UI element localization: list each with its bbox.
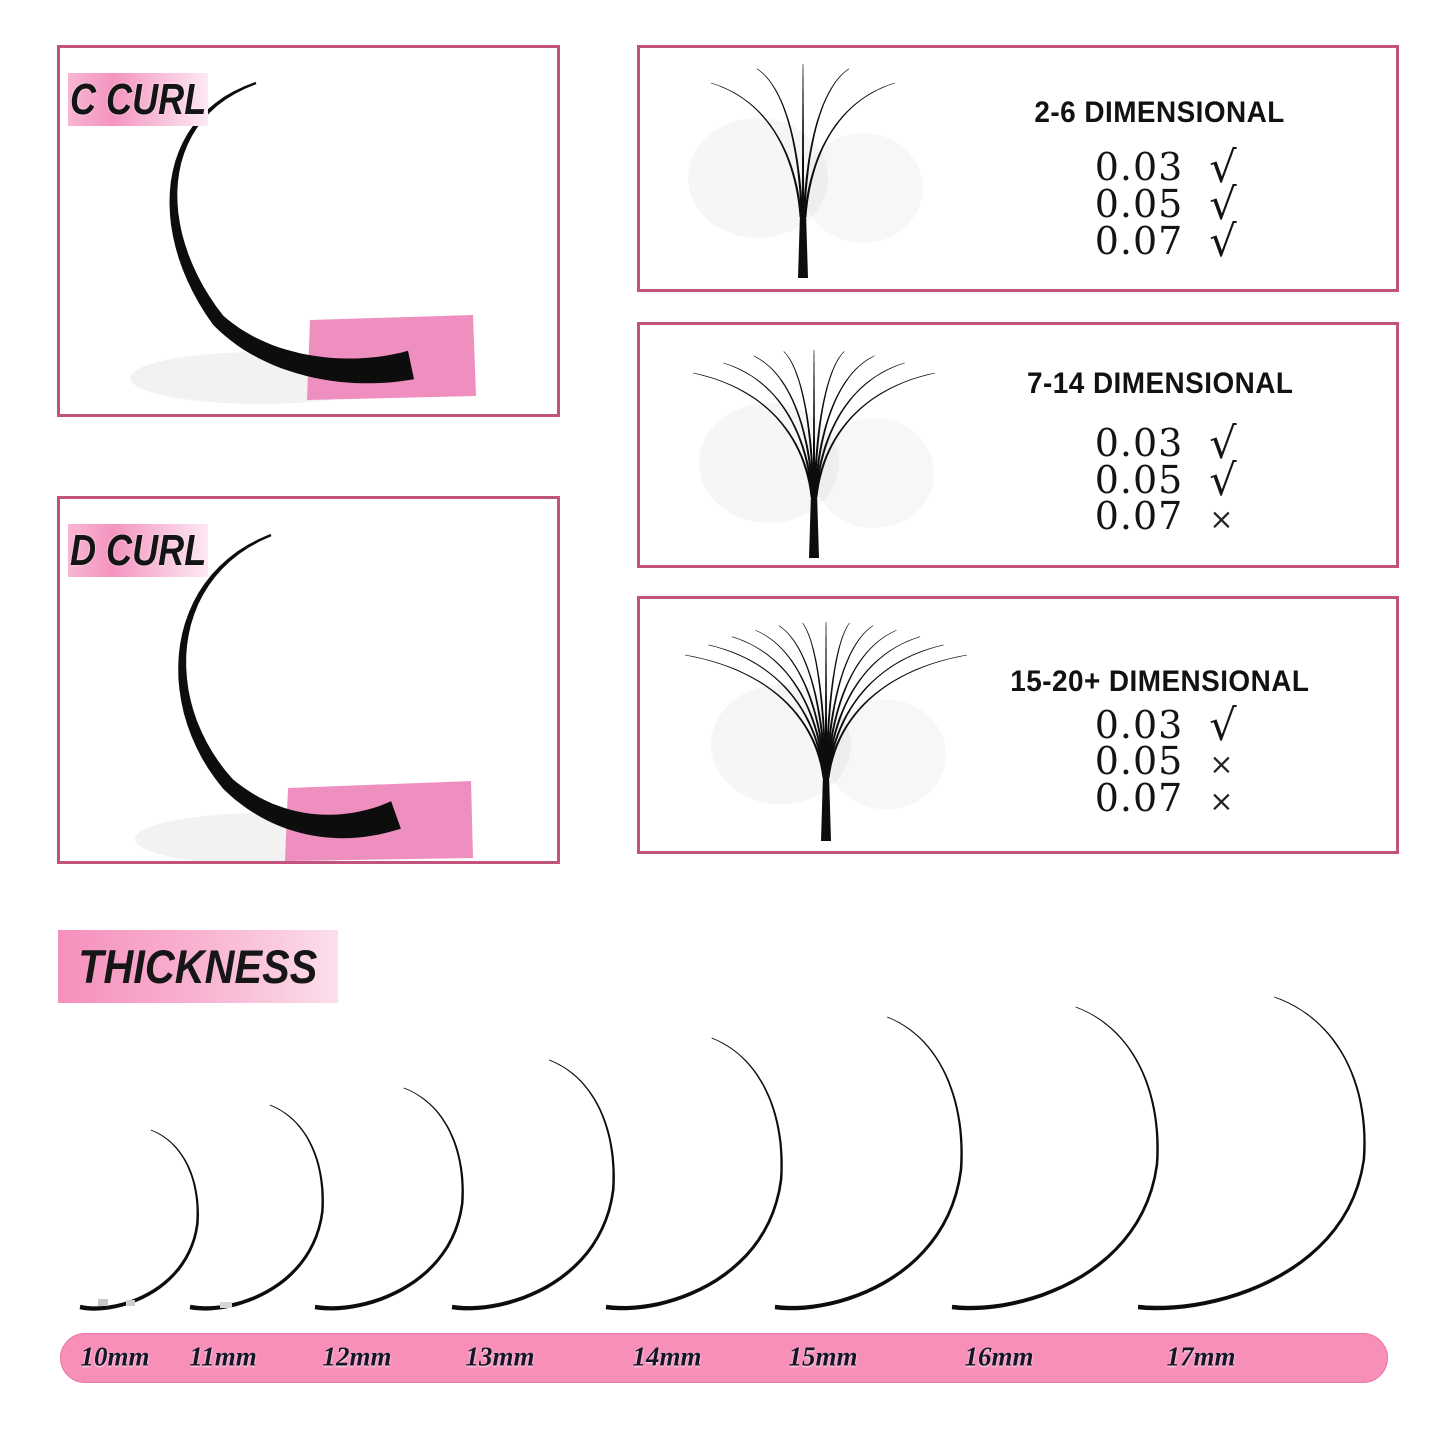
length-label: 17mm xyxy=(1166,1341,1236,1372)
lash-curve xyxy=(190,1105,324,1311)
thickness-heading-text: THICKNESS xyxy=(78,940,318,993)
spec-row xyxy=(1040,776,1320,820)
spec-row xyxy=(1040,739,1320,783)
thickness-curves xyxy=(0,980,1445,1345)
length-label: 11mm xyxy=(189,1341,257,1372)
spec-row xyxy=(1040,419,1320,469)
spec-rows xyxy=(1040,419,1320,538)
spec-rows xyxy=(1040,701,1320,820)
check-icon: √ xyxy=(1209,143,1237,193)
length-bar xyxy=(60,1333,1388,1383)
thickness-value: 0.05 xyxy=(1094,739,1184,783)
glue-dot-artifact xyxy=(126,1300,135,1306)
thickness-value: 0.03 xyxy=(1094,421,1184,465)
lash-curve xyxy=(315,1088,464,1311)
spec-row xyxy=(1040,701,1320,751)
dimension-title xyxy=(960,96,1360,130)
lash-curve xyxy=(80,1130,199,1311)
glue-dot-artifact xyxy=(220,1302,232,1308)
lash-curve xyxy=(952,1007,1159,1311)
dimension-title-text: 7-14 DIMENSIONAL xyxy=(1026,367,1294,400)
length-label: 15mm xyxy=(788,1341,858,1372)
thickness-value: 0.07 xyxy=(1094,219,1184,263)
thickness-value: 0.07 xyxy=(1094,776,1184,820)
length-label: 16mm xyxy=(964,1341,1034,1372)
thickness-value: 0.03 xyxy=(1094,703,1184,747)
spec-row xyxy=(1040,143,1320,193)
dimension-card-7-14 xyxy=(637,322,1399,568)
spec-row xyxy=(1040,217,1320,267)
c-curl-label xyxy=(68,73,208,126)
lash-curve xyxy=(1138,997,1366,1311)
thickness-value: 0.07 xyxy=(1094,494,1184,538)
length-label: 14mm xyxy=(632,1341,702,1372)
thickness-value: 0.05 xyxy=(1094,458,1184,502)
length-label: 13mm xyxy=(465,1341,535,1372)
dimension-card-15-20 xyxy=(637,596,1399,854)
dimension-title-text: 2-6 DIMENSIONAL xyxy=(1034,96,1286,129)
c-curl-label-text: C CURL xyxy=(69,74,207,124)
cross-icon: × xyxy=(1209,747,1234,781)
cross-icon: × xyxy=(1209,502,1234,536)
lash-curve xyxy=(452,1060,615,1311)
check-icon: √ xyxy=(1209,701,1237,751)
spec-rows xyxy=(1040,143,1320,267)
thickness-value: 0.03 xyxy=(1094,145,1184,189)
check-icon: √ xyxy=(1209,180,1237,230)
photo-smudge xyxy=(826,700,946,810)
c-curl-card xyxy=(57,45,560,417)
fan-lash xyxy=(802,64,804,217)
dimension-title-text: 15-20+ DIMENSIONAL xyxy=(1010,665,1310,698)
dimension-title xyxy=(960,367,1360,401)
length-label: 10mm xyxy=(80,1341,150,1372)
lash-curve xyxy=(775,1017,963,1311)
check-icon: √ xyxy=(1209,456,1237,506)
check-icon: √ xyxy=(1209,217,1237,267)
length-label: 12mm xyxy=(322,1341,392,1372)
spec-row xyxy=(1040,456,1320,506)
d-curl-card xyxy=(57,496,560,864)
cross-icon: × xyxy=(1209,784,1234,818)
dimension-card-2-6 xyxy=(637,45,1399,292)
photo-smudge xyxy=(814,418,934,528)
check-icon: √ xyxy=(1209,419,1237,469)
dimension-title xyxy=(960,665,1360,699)
thickness-value: 0.05 xyxy=(1094,182,1184,226)
lash-curve xyxy=(606,1038,783,1311)
glue-dot-artifact xyxy=(98,1299,108,1306)
d-curl-label xyxy=(68,524,208,577)
spec-row xyxy=(1040,180,1320,230)
spec-row xyxy=(1040,494,1320,538)
d-curl-label-text: D CURL xyxy=(69,525,207,575)
